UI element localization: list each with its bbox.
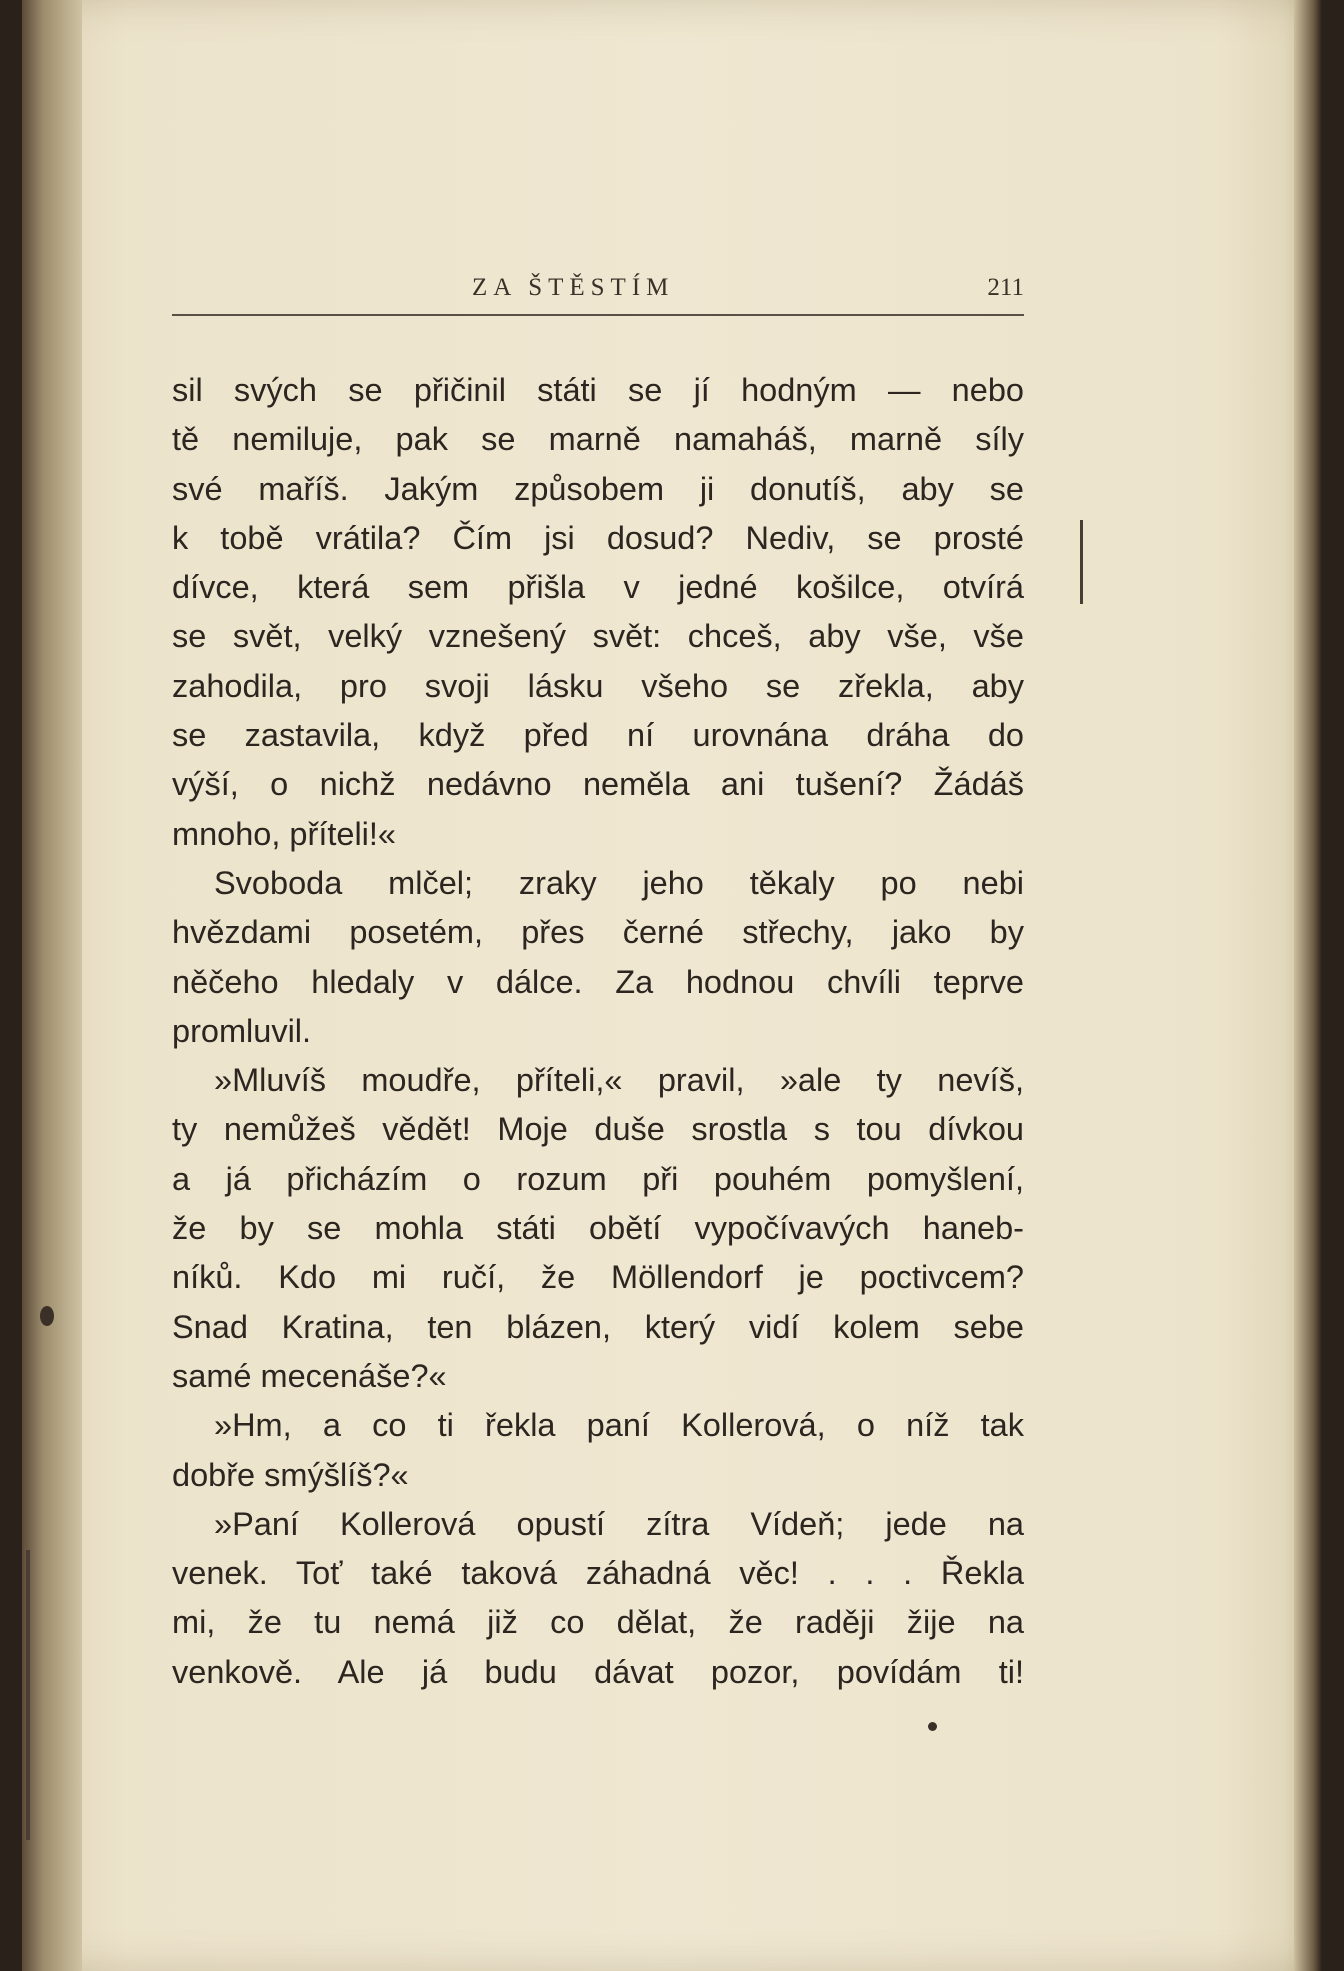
text-line: »Mluvíš moudře, příteli,« pravil, »ale ty nevíš, bbox=[214, 1062, 1024, 1099]
text-line: Svoboda mlčel; zraky jeho těkaly po nebi bbox=[214, 864, 1024, 901]
page-edge-shadow bbox=[1294, 0, 1322, 1971]
text-line: k tobě vrátila? Čím jsi dosud? Nediv, se prosté bbox=[172, 519, 1024, 556]
text-line: se zastavila, když před ní urovnána dráha do bbox=[172, 717, 1024, 754]
header-rule bbox=[172, 314, 1024, 316]
text-line: tě nemiluje, pak se marně namaháš, marně síly bbox=[172, 421, 1024, 458]
page-gutter-shadow bbox=[22, 0, 82, 1971]
binding-mark bbox=[26, 1550, 30, 1840]
ink-speck-dot bbox=[928, 1722, 937, 1731]
text-line: výší, o nichž nedávno neměla ani tušení? Žádáš bbox=[172, 766, 1024, 803]
text-line: venek. Toť také taková záhadná věc! . . . Řekla bbox=[172, 1555, 1024, 1592]
body-text bbox=[172, 366, 1024, 1697]
text-line: venkově. Ale já budu dávat pozor, povídám ti! bbox=[172, 1653, 1024, 1690]
text-line: hvězdami posetém, přes černé střechy, jako by bbox=[172, 914, 1024, 951]
text-line: »Hm, a co ti řekla paní Kollerová, o níž tak bbox=[214, 1407, 1024, 1444]
page-number: 211 bbox=[987, 274, 1024, 301]
text-line: mi, že tu nemá již co dělat, že raději žije na bbox=[172, 1604, 1024, 1641]
text-line: že by se mohla státi obětí vypočívavých haneb- bbox=[172, 1210, 1024, 1247]
text-line: samé mecenáše?« bbox=[172, 1357, 447, 1394]
text-line: Snad Kratina, ten blázen, který vidí kolem sebe bbox=[172, 1308, 1024, 1345]
text-line: sil svých se přičinil státi se jí hodným — nebo bbox=[172, 372, 1024, 408]
text-line: zahodila, pro svoji lásku všeho se zřekla, aby bbox=[172, 667, 1024, 704]
binding-hole-dot bbox=[40, 1306, 54, 1326]
running-title: ZA ŠTĚSTÍM bbox=[472, 274, 675, 301]
text-line: promluvil. bbox=[172, 1012, 312, 1049]
text-line: své maříš. Jakým způsobem ji donutíš, aby se bbox=[172, 470, 1024, 507]
text-line: se svět, velký vznešený svět: chceš, aby vše, vše bbox=[172, 618, 1024, 655]
text-line: dívce, která sem přišla v jedné košilce, otvírá bbox=[172, 569, 1024, 606]
text-line: mnoho, příteli!« bbox=[172, 815, 397, 852]
text-line: níků. Kdo mi ručí, že Möllendorf je poctivcem? bbox=[172, 1259, 1024, 1296]
page-header bbox=[172, 268, 1024, 316]
text-line: »Paní Kollerová opustí zítra Vídeň; jede na bbox=[214, 1505, 1024, 1542]
text-line: a já přicházím o rozum při pouhém pomyšlení, bbox=[172, 1160, 1024, 1197]
margin-pencil-mark bbox=[1080, 520, 1083, 604]
text-line: dobře smýšlíš?« bbox=[172, 1456, 409, 1493]
text-line: něčeho hledaly v dálce. Za hodnou chvíli teprve bbox=[172, 963, 1024, 1000]
text-line: ty nemůžeš vědět! Moje duše srostla s tou dívkou bbox=[172, 1111, 1024, 1148]
